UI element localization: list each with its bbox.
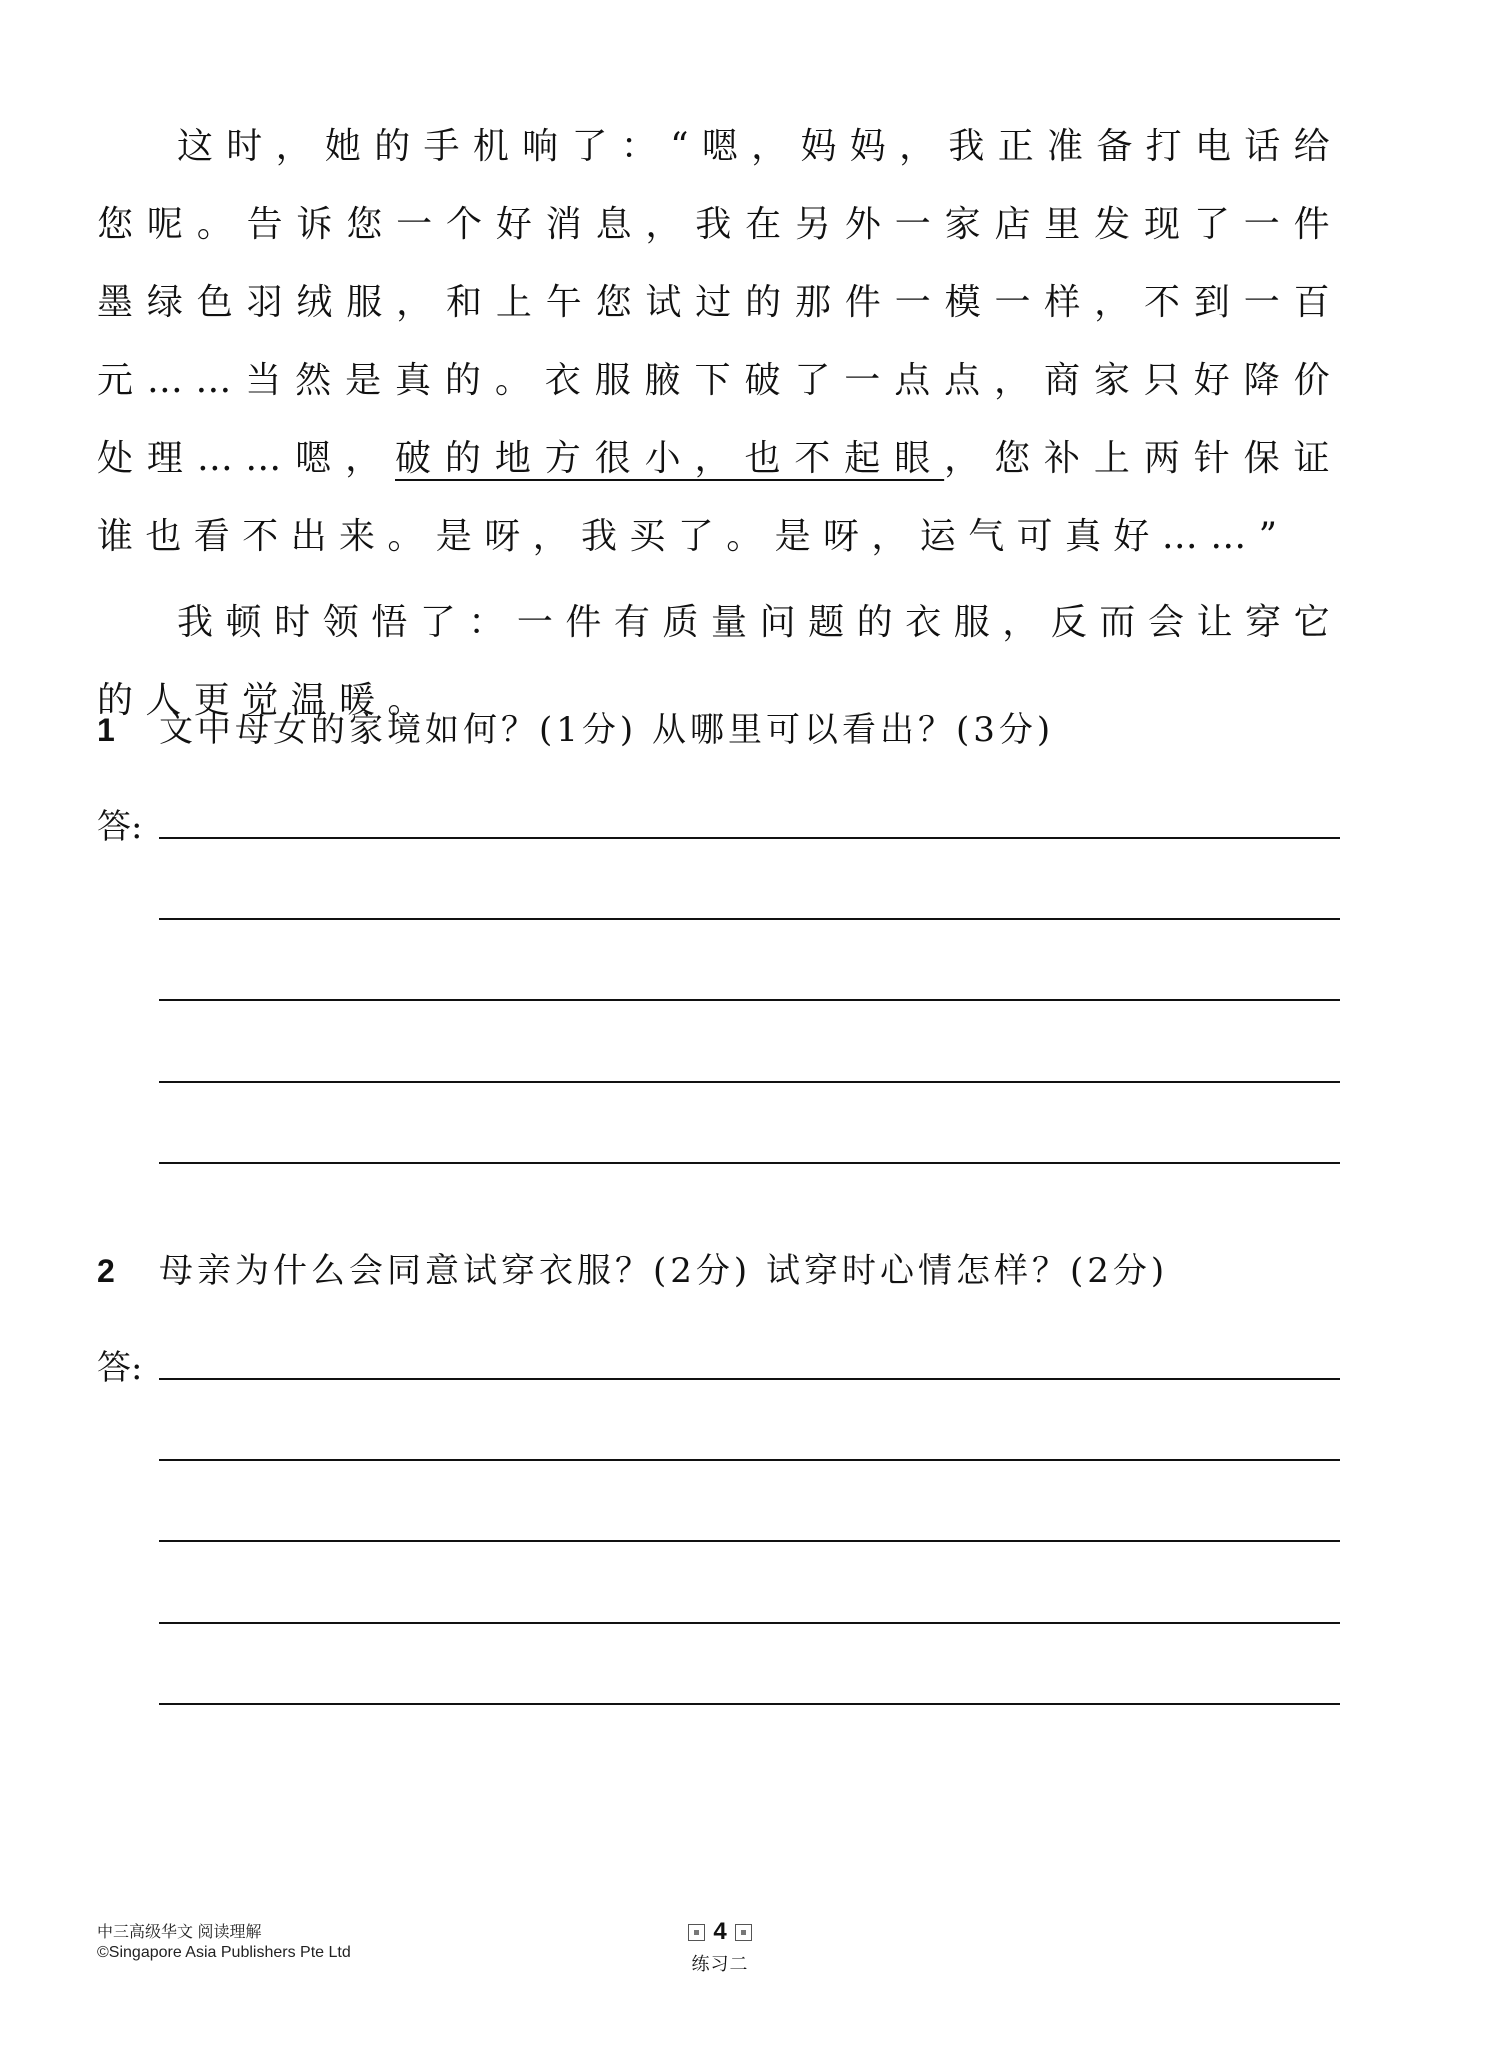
answer-line[interactable] [159, 837, 1340, 839]
book-title: 中三高级华文 阅读理解 [97, 1924, 262, 1941]
answer-line[interactable] [159, 999, 1340, 1001]
page-number-row [680, 1918, 760, 1946]
question-1 [97, 702, 1342, 751]
footer-publisher [97, 1923, 351, 1963]
underlined-phrase: 破的地方很小，也不起眼 [395, 438, 945, 479]
exercise-label: 练习二 [691, 1954, 749, 1974]
paragraph-text: ，您补上两针保证谁也看不出来。是呀，我买了。是呀，运气可真好……” [97, 438, 1343, 557]
paragraph-text: 这时，她的手机响了：“嗯，妈妈，我正准备打电话给您呢。告诉您一个好消息，我在另外一家店里发现了一件墨绿色羽绒服，和上午您试过的那件一模一样，不到一百元……当然是真的。衣服腋下破了一点点，商家只好降价处理……嗯， [97, 126, 1342, 479]
page-indicator [680, 1918, 760, 1976]
answer-line[interactable] [159, 1622, 1340, 1624]
square-bullet-icon [735, 1924, 752, 1941]
paragraph-text: 我顿时领悟了：一件有质量问题的衣服，反而会让穿它的人更觉温暖。 [97, 602, 1342, 721]
passage-paragraph-1 [97, 108, 1342, 576]
question-2 [97, 1243, 1342, 1292]
question-text: 母亲为什么会同意试穿衣服？(2分) 试穿时心情怎样？(2分) [159, 1251, 1169, 1291]
answer-line[interactable] [159, 1459, 1340, 1461]
answer-line[interactable] [159, 1081, 1340, 1083]
answer-line[interactable] [159, 1540, 1340, 1542]
answer-line[interactable] [159, 918, 1340, 920]
page-number: 4 [713, 1918, 727, 1945]
answer-line[interactable] [159, 1162, 1340, 1164]
answer-line[interactable] [159, 1378, 1340, 1380]
question-text: 文中母女的家境如何？(1分) 从哪里可以看出？(3分) [159, 710, 1055, 750]
reading-passage [97, 108, 1342, 740]
answer-label: 答: [97, 1348, 143, 1388]
question-number: 2 [97, 1253, 115, 1289]
answer-line[interactable] [159, 1703, 1340, 1705]
answer-label: 答: [97, 807, 143, 847]
copyright: ©Singapore Asia Publishers Pte Ltd [97, 1944, 351, 1961]
question-number: 1 [97, 712, 115, 748]
square-bullet-icon [688, 1924, 705, 1941]
